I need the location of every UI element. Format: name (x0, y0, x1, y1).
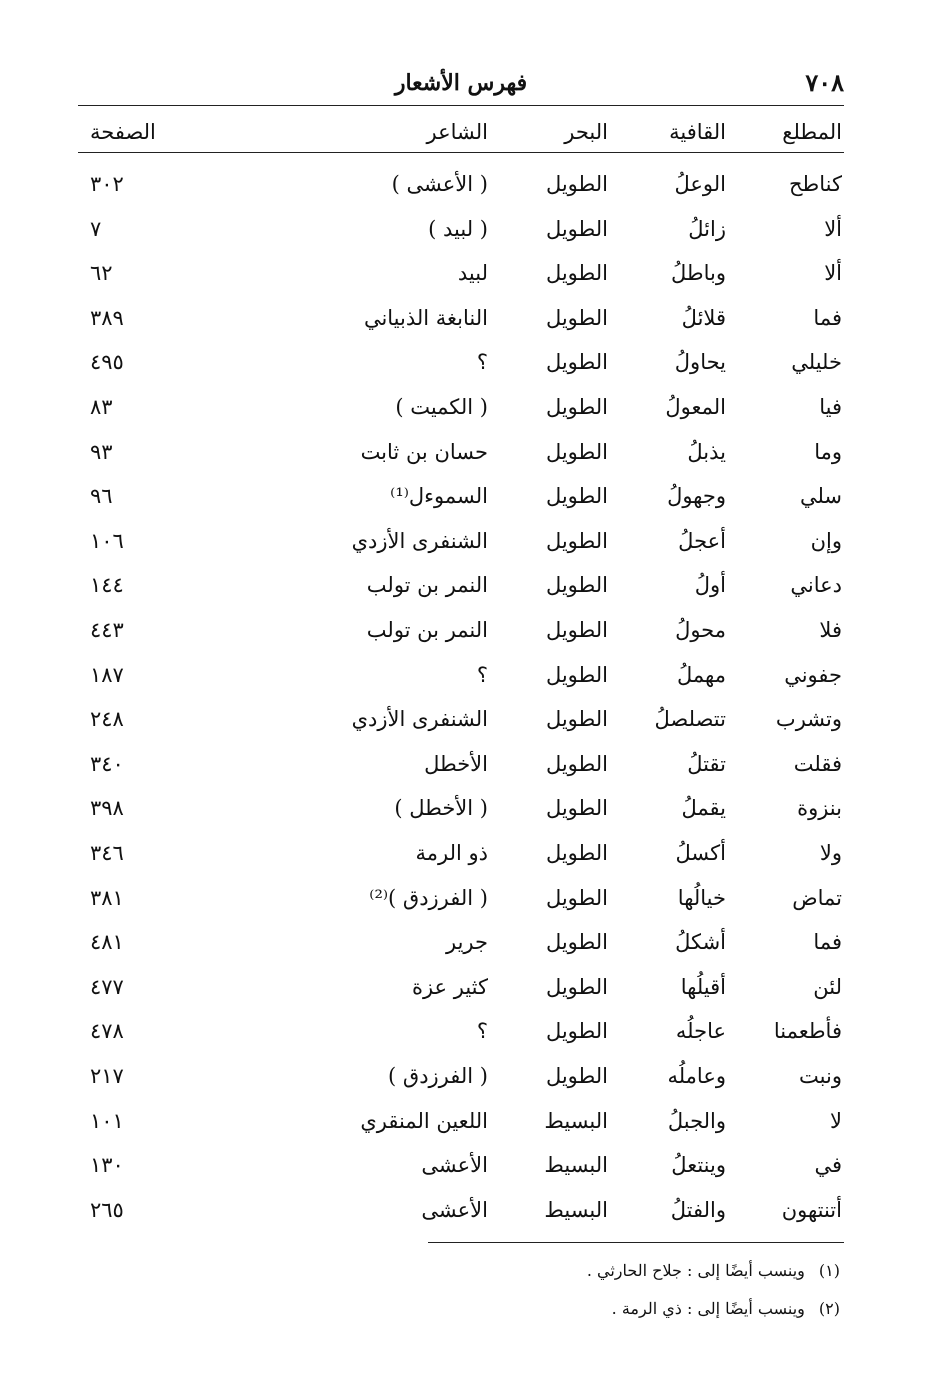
page-ref-cell: ٣٨٩ (90, 305, 124, 330)
page-ref-cell: ٣٩٨ (90, 796, 124, 821)
page-ref-cell: ٤٩٥ (90, 350, 124, 375)
meter-cell: الطويل (545, 216, 608, 241)
poet-cell: ( الفرزدق ) (388, 1064, 488, 1088)
opening-word-cell: ألا (824, 216, 842, 241)
table-row (78, 1011, 844, 1055)
table-row (78, 922, 844, 966)
rhyme-word-cell: والفتلُ (670, 1197, 726, 1222)
opening-word-cell: فأطعمنا (773, 1019, 842, 1044)
table-row (78, 342, 844, 386)
opening-word-cell: تماض (792, 885, 842, 910)
poet-cell: النابغة الذبياني (363, 305, 488, 330)
page-ref-cell: ٧ (90, 216, 102, 241)
footnote-mark: (١) (818, 1261, 840, 1280)
poet-cell: السموءل⁽¹⁾ (390, 484, 488, 509)
rhyme-word-cell: يحاولُ (674, 350, 726, 375)
meter-cell: الطويل (545, 172, 608, 196)
table-row (78, 788, 844, 832)
poet-cell: الأعشى (421, 1197, 488, 1222)
opening-word-cell: ونبت (799, 1064, 842, 1088)
table-row (78, 476, 844, 520)
poet-cell: لبيد (457, 261, 488, 286)
table-row (78, 610, 844, 654)
poet-cell: كثير عزة (411, 974, 488, 999)
meter-cell: الطويل (545, 439, 608, 464)
meter-cell: الطويل (545, 930, 608, 955)
rhyme-word-cell: والجبلُ (667, 1108, 726, 1133)
meter-cell: الطويل (545, 751, 608, 776)
poet-cell: اللعين المنقري (360, 1108, 488, 1133)
meter-cell: الطويل (545, 395, 608, 419)
poet-cell: الشنفرى الأزدي (351, 528, 488, 553)
header-rule (78, 105, 844, 106)
opening-word-cell: كناطح (788, 172, 842, 196)
page-ref-cell: ١٤٤ (90, 573, 124, 598)
table-row (78, 1101, 844, 1145)
table-row (78, 1145, 844, 1189)
rhyme-word-cell: وعاملُه (667, 1064, 726, 1088)
rhyme-word-cell: وجهولُ (667, 484, 726, 509)
page-ref-cell: ٤٤٣ (90, 618, 124, 642)
opening-word-cell: بنزوة (797, 796, 842, 821)
page-ref-cell: ٩٣ (90, 439, 113, 464)
column-header-matla: المطلع (782, 120, 842, 144)
poet-cell: ذو الرمة (415, 841, 488, 865)
table-row (78, 209, 844, 253)
column-headers (78, 112, 844, 156)
rhyme-word-cell: المعولُ (665, 395, 726, 419)
opening-word-cell: لا (830, 1108, 842, 1133)
rhyme-word-cell: يقملُ (681, 796, 726, 821)
poet-cell: ؟ (476, 350, 488, 375)
table-row (78, 387, 844, 431)
page-ref-cell: ٢٦٥ (90, 1197, 124, 1222)
poet-cell: جرير (446, 930, 488, 955)
table-row (78, 298, 844, 342)
rhyme-word-cell: يذبلُ (687, 439, 726, 464)
page-ref-cell: ٩٦ (90, 484, 113, 509)
table-row (78, 833, 844, 877)
meter-cell: الطويل (545, 261, 608, 286)
meter-cell: البسيط (544, 1153, 608, 1178)
meter-cell: الطويل (545, 618, 608, 642)
page-header (78, 68, 844, 104)
rhyme-word-cell: وباطلُ (670, 261, 726, 286)
footnote-text: وينسب أيضًا إلى : جلاح الحارثي . (586, 1261, 805, 1280)
column-header-rule (78, 152, 844, 153)
table-row (78, 744, 844, 788)
rhyme-word-cell: أكسلُ (675, 841, 726, 865)
table-row (78, 253, 844, 297)
footnote (428, 1294, 840, 1332)
page-ref-cell: ١٣٠ (90, 1153, 124, 1178)
poet-cell: النمر بن تولب (366, 573, 488, 598)
table-row (78, 565, 844, 609)
opening-word-cell: فما (813, 930, 842, 955)
column-header-qafia: القافية (669, 120, 726, 144)
rhyme-word-cell: تتصلصلُ (654, 707, 726, 732)
meter-cell: الطويل (545, 1019, 608, 1044)
page-ref-cell: ٤٨١ (90, 930, 124, 955)
page-ref-cell: ٣٤٠ (90, 751, 124, 776)
page-title: فهرس الأشعار (394, 70, 528, 96)
page-ref-cell: ٦٢ (90, 261, 113, 286)
rhyme-word-cell: مهملُ (677, 662, 726, 687)
rhyme-word-cell: خيالُها (677, 885, 726, 910)
rhyme-word-cell: قلائلُ (681, 305, 726, 330)
meter-cell: الطويل (545, 885, 608, 910)
footnote-rule (428, 1242, 844, 1243)
opening-word-cell: وتشرب (775, 707, 842, 732)
footnote (428, 1256, 840, 1294)
page-ref-cell: ٣٨١ (90, 885, 124, 910)
meter-cell: الطويل (545, 573, 608, 598)
rhyme-word-cell: الوعلُ (674, 172, 726, 196)
opening-word-cell: أتنتهون (781, 1197, 842, 1222)
meter-cell: الطويل (545, 707, 608, 732)
rhyme-word-cell: محولُ (675, 618, 726, 642)
rhyme-word-cell: أشكلُ (675, 930, 726, 955)
opening-word-cell: جفوني (784, 662, 842, 687)
meter-cell: الطويل (545, 305, 608, 330)
rhyme-word-cell: أعجلُ (678, 528, 726, 553)
opening-word-cell: وما (814, 439, 842, 464)
footnotes (428, 1256, 840, 1332)
column-header-bahr: البحر (564, 120, 608, 144)
footnote-text: وينسب أيضًا إلى : ذي الرمة . (611, 1299, 805, 1318)
poet-cell: الأعشى (421, 1153, 488, 1178)
meter-cell: الطويل (545, 841, 608, 865)
table-row (78, 878, 844, 922)
opening-word-cell: فيا (819, 395, 842, 419)
poet-cell: ( لبيد ) (428, 216, 488, 241)
page-ref-cell: ٣٤٦ (90, 841, 124, 865)
meter-cell: الطويل (545, 662, 608, 687)
page-ref-cell: ١٠٦ (90, 528, 124, 553)
opening-word-cell: فقلت (793, 751, 842, 776)
opening-word-cell: لئن (813, 974, 842, 999)
table-row (78, 521, 844, 565)
opening-word-cell: فلا (819, 618, 842, 642)
poet-cell: ( الفرزدق )⁽²⁾ (369, 885, 488, 910)
poet-cell: ؟ (476, 1019, 488, 1044)
page-ref-cell: ٢٤٨ (90, 707, 124, 732)
footnote-mark: (٢) (818, 1299, 840, 1318)
meter-cell: الطويل (545, 350, 608, 375)
poet-cell: الشنفرى الأزدي (351, 707, 488, 732)
page-number: ٧٠٨ (805, 68, 844, 97)
column-header-page: الصفحة (90, 120, 156, 144)
page-ref-cell: ١٠١ (90, 1108, 124, 1133)
table-row (78, 699, 844, 743)
table-row (78, 1056, 844, 1100)
meter-cell: البسيط (544, 1108, 608, 1133)
rhyme-word-cell: زائلُ (688, 216, 726, 241)
meter-cell: الطويل (545, 974, 608, 999)
poet-cell: الأخطل (424, 751, 488, 776)
page-ref-cell: ٤٧٨ (90, 1019, 124, 1044)
meter-cell: الطويل (545, 528, 608, 553)
opening-word-cell: في (814, 1153, 842, 1178)
rhyme-word-cell: أولُ (694, 573, 726, 598)
meter-cell: البسيط (544, 1197, 608, 1222)
rhyme-word-cell: أقيلُها (680, 974, 726, 999)
page-ref-cell: ٤٧٧ (90, 974, 124, 999)
table-row (78, 432, 844, 476)
meter-cell: الطويل (545, 484, 608, 509)
rhyme-word-cell: وينتعلُ (671, 1153, 726, 1178)
column-header-poet: الشاعر (426, 120, 488, 144)
opening-word-cell: وإن (810, 528, 842, 553)
opening-word-cell: فما (813, 305, 842, 330)
opening-word-cell: ألا (824, 261, 842, 286)
meter-cell: الطويل (545, 796, 608, 821)
poet-cell: ( الأخطل ) (394, 796, 488, 821)
table-row (78, 164, 844, 208)
table-row (78, 655, 844, 699)
page-ref-cell: ٨٣ (90, 395, 113, 419)
opening-word-cell: خليلي (791, 350, 842, 375)
table-row (78, 1190, 844, 1234)
poet-cell: ( الأعشى ) (391, 172, 488, 196)
opening-word-cell: دعاني (790, 573, 842, 598)
opening-word-cell: سلي (799, 484, 842, 509)
page-ref-cell: ٣٠٢ (90, 172, 124, 196)
poet-cell: ؟ (476, 662, 488, 687)
meter-cell: الطويل (545, 1064, 608, 1088)
poet-cell: حسان بن ثابت (360, 439, 488, 464)
page-ref-cell: ١٨٧ (90, 662, 124, 687)
table-row (78, 967, 844, 1011)
poet-cell: النمر بن تولب (366, 618, 488, 642)
opening-word-cell: ولا (819, 841, 842, 865)
rhyme-word-cell: عاجلُه (675, 1019, 726, 1044)
rhyme-word-cell: تقتلُ (687, 751, 726, 776)
page-ref-cell: ٢١٧ (90, 1064, 124, 1088)
poet-cell: ( الكميت ) (395, 395, 488, 419)
